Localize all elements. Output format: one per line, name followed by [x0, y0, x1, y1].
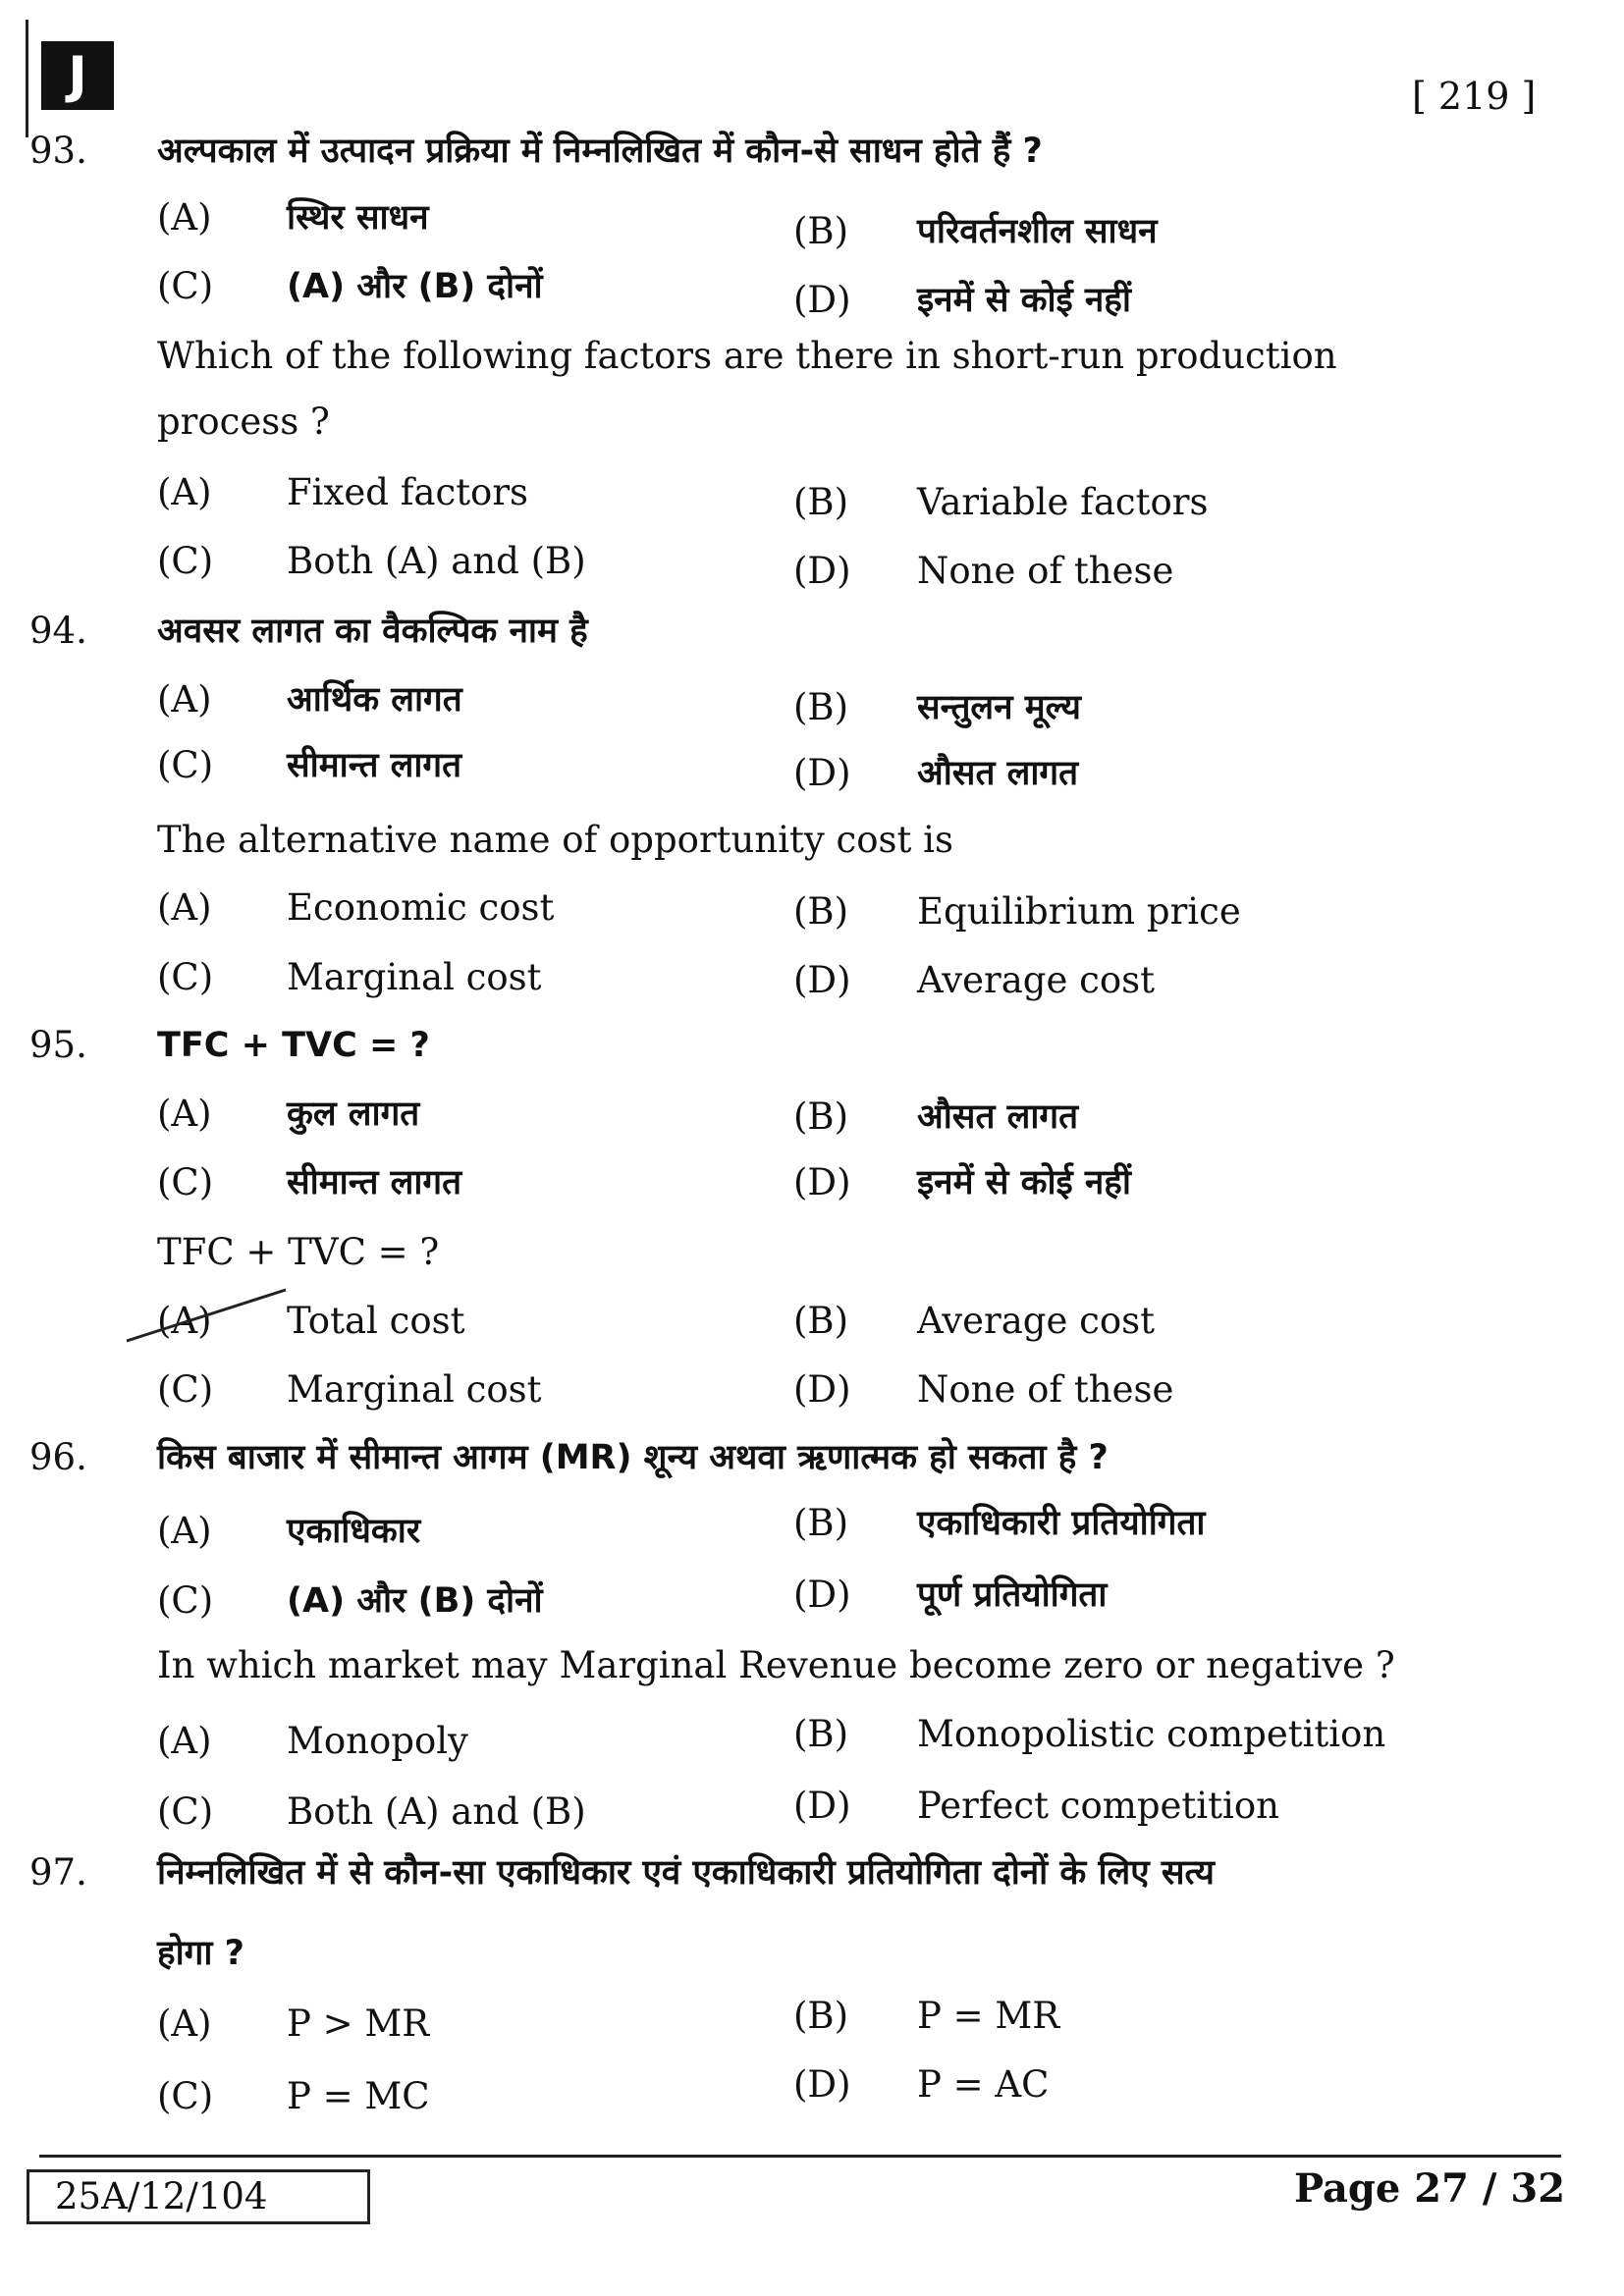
option-label: (B)	[793, 890, 849, 933]
option-label: (C)	[157, 1579, 214, 1622]
english-option: Both (A) and (B)	[287, 540, 586, 582]
question-number: 97.	[29, 1851, 87, 1894]
page-code: [ 219 ]	[1412, 75, 1537, 118]
page-number: Page 27 / 32	[1294, 2165, 1566, 2212]
option-label: (B)	[793, 1713, 849, 1755]
option-label: (C)	[157, 540, 214, 582]
option-label: (C)	[157, 1161, 214, 1203]
question-number: 93.	[29, 130, 87, 172]
question-number: 94.	[29, 610, 87, 652]
booklet-series-badge: J	[41, 41, 114, 110]
option-label: (A)	[157, 2002, 212, 2045]
option-label: (C)	[157, 2075, 214, 2117]
option-label: (D)	[793, 1785, 851, 1827]
option-label: (D)	[793, 279, 851, 321]
english-option: Fixed factors	[287, 471, 529, 513]
option-label: (D)	[793, 1368, 851, 1411]
hindi-option: आर्थिक लागत	[287, 680, 462, 720]
option-label: (A)	[157, 678, 212, 721]
hindi-option: स्थिर साधन	[287, 198, 429, 238]
english-option: Both (A) and (B)	[287, 1790, 586, 1833]
hindi-option: (A) और (B) दोनों	[287, 1581, 543, 1621]
option-label: (C)	[157, 956, 214, 998]
option-label: (A)	[157, 1093, 212, 1135]
english-option: None of these	[917, 550, 1174, 592]
option-label: (B)	[793, 1502, 849, 1544]
option-label: (B)	[793, 481, 849, 523]
english-option: Monopoly	[287, 1720, 468, 1762]
option-label: (C)	[157, 1790, 214, 1833]
hindi-option: एकाधिकार	[287, 1512, 421, 1551]
option-label: (B)	[793, 686, 849, 728]
option-label: (A)	[157, 1300, 212, 1342]
english-option: P = MR	[917, 1995, 1060, 2037]
english-option: P > MR	[287, 2002, 430, 2045]
english-option: Economic cost	[287, 886, 555, 929]
option-label: (A)	[157, 196, 212, 239]
english-question-text: In which market may Marginal Revenue become zero or negative ?	[157, 1644, 1395, 1686]
english-option: Average cost	[917, 959, 1155, 1001]
hindi-option: सीमान्त लागत	[287, 746, 462, 785]
hindi-question-text: किस बाजार में सीमान्त आगम (MR) शून्य अथवा ऋणात्मक हो सकता है ?	[157, 1438, 1109, 1477]
hindi-option: सीमान्त लागत	[287, 1163, 462, 1202]
margin-line	[26, 20, 28, 137]
option-label: (D)	[793, 550, 851, 592]
option-label: (D)	[793, 2063, 851, 2106]
english-question-text: TFC + TVC = ?	[157, 1231, 440, 1273]
english-option: Equilibrium price	[917, 890, 1241, 933]
english-option: Variable factors	[917, 481, 1209, 523]
hindi-option: औसत लागत	[917, 754, 1079, 793]
option-label: (D)	[793, 1161, 851, 1203]
hindi-option: इनमें से कोई नहीं	[917, 281, 1131, 320]
question-number: 96.	[29, 1436, 87, 1478]
option-label: (D)	[793, 752, 851, 794]
english-option: Average cost	[917, 1300, 1155, 1342]
option-label: (A)	[157, 471, 212, 513]
question-number: 95.	[29, 1024, 87, 1066]
hindi-question-text: निम्नलिखित में से कौन-सा एकाधिकार एवं एकाधिकारी प्रतियोगिता दोनों के लिए सत्य	[157, 1853, 1215, 1893]
option-label: (B)	[793, 1095, 849, 1138]
option-label: (D)	[793, 959, 851, 1001]
option-label: (A)	[157, 886, 212, 929]
option-label: (B)	[793, 1300, 849, 1342]
english-option: Marginal cost	[287, 1368, 542, 1411]
hindi-option: परिवर्तनशील साधन	[917, 212, 1158, 251]
english-option: P = MC	[287, 2075, 430, 2117]
english-question-text: The alternative name of opportunity cost is	[157, 819, 953, 861]
option-label: (C)	[157, 265, 214, 307]
footer-divider	[39, 2155, 1561, 2158]
paper-code: 25A/12/104	[27, 2169, 370, 2224]
answer-tick-mark	[123, 1286, 290, 1345]
english-question-text: process ?	[157, 400, 330, 443]
option-label: (D)	[793, 1574, 851, 1616]
hindi-option: औसत लागत	[917, 1097, 1079, 1137]
english-option: Monopolistic competition	[917, 1713, 1386, 1755]
option-label: (B)	[793, 1995, 849, 2037]
english-option: Total cost	[287, 1300, 465, 1342]
english-option: None of these	[917, 1368, 1174, 1411]
hindi-option: कुल लागत	[287, 1095, 420, 1134]
english-option: Marginal cost	[287, 956, 542, 998]
option-label: (C)	[157, 744, 214, 786]
english-option: Perfect competition	[917, 1785, 1279, 1827]
hindi-question-text: TFC + TVC = ?	[157, 1026, 430, 1065]
option-label: (B)	[793, 210, 849, 252]
hindi-option: सन्तुलन मूल्य	[917, 688, 1081, 727]
option-label: (C)	[157, 1368, 214, 1411]
hindi-option: पूर्ण प्रतियोगिता	[917, 1575, 1108, 1615]
option-label: (A)	[157, 1720, 212, 1762]
hindi-option: एकाधिकारी प्रतियोगिता	[917, 1504, 1206, 1543]
option-label: (A)	[157, 1510, 212, 1552]
hindi-option: इनमें से कोई नहीं	[917, 1163, 1131, 1202]
hindi-question-text: होगा ?	[157, 1934, 244, 1973]
english-option: P = AC	[917, 2063, 1050, 2106]
hindi-question-text: अल्पकाल में उत्पादन प्रक्रिया में निम्नलिखित में कौन-से साधन होते हैं ?	[157, 132, 1043, 171]
hindi-option: (A) और (B) दोनों	[287, 267, 543, 306]
english-question-text: Which of the following factors are there in short-run production	[157, 335, 1337, 377]
hindi-question-text: अवसर लागत का वैकल्पिक नाम है	[157, 612, 588, 651]
